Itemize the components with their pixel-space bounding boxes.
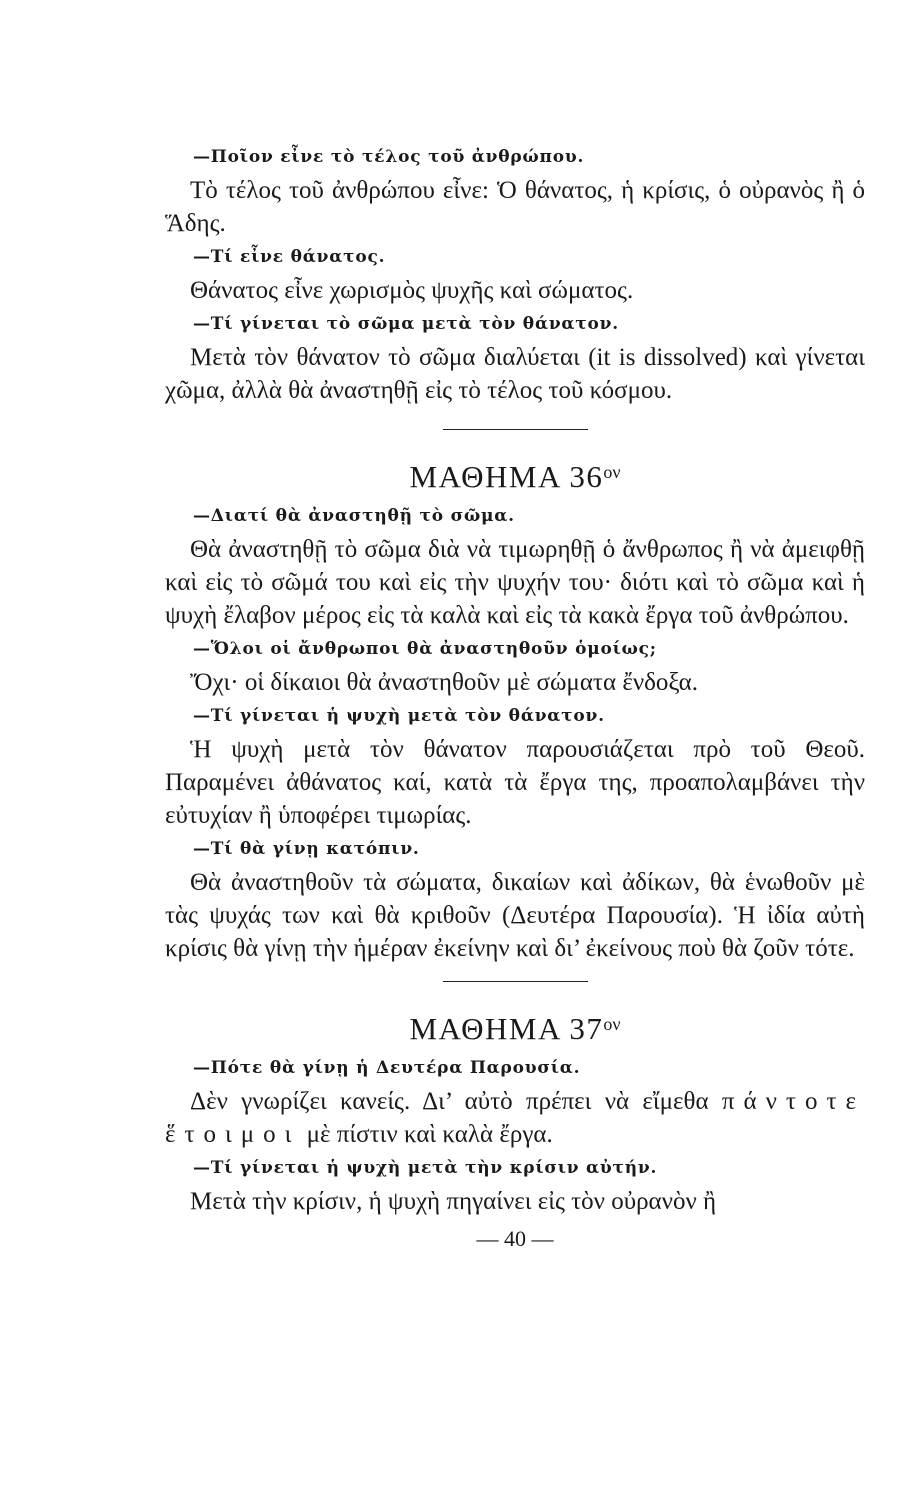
lesson-36-suffix: ον: [603, 462, 621, 482]
question-when-second-coming: —Πότε θὰ γίνῃ ἡ Δευτέρα Παρουσία.: [193, 1058, 581, 1078]
question-why-resurrect: —Διατί θὰ ἀναστηθῇ τὸ σῶμα.: [193, 506, 515, 526]
lesson-37-suffix: ον: [603, 1014, 621, 1034]
answer-what-then: Θὰ ἀναστηθοῦν τὰ σώματα, δικαίων καὶ ἀδίκων, θὰ ἑνωθοῦν μὲ τὰς ψυχάς των καὶ θὰ κριθοῦν (Δευτέρα Παρουσία). Ἡ ἰδία αὐτὴ κρίσις θὰ γίνῃ τὴν ἡμέραν ἐκείνην καὶ δι’ ἐκείνους ποὺ θὰ ζοῦν τότε.: [165, 869, 865, 962]
section-divider: [443, 981, 588, 982]
answer-why-resurrect: Θὰ ἀναστηθῇ τὸ σῶμα διὰ νὰ τιμωρηθῇ ὁ ἄνθρωπος ἢ νὰ ἀμειφθῇ καὶ εἰς τὸ σῶμά του καὶ εἰς τὴν ψυχήν του· διότι καὶ τὸ σῶμα καὶ ἡ ψυχὴ ἔλαβον μέρος εἰς τὰ καλὰ καὶ εἰς τὰ κακὰ ἔργα τοῦ ἀνθρώπου.: [165, 536, 865, 629]
answer-all-resurrect: Ὄχι· οἱ δίκαιοι θὰ ἀναστηθοῦν μὲ σώματα ἔνδοξα.: [190, 669, 698, 696]
page-number: — 40 —: [476, 1226, 554, 1251]
section-divider: [443, 429, 588, 430]
answer-text-part-2: μὲ πίστιν καὶ καλὰ ἔργα.: [306, 1121, 553, 1148]
answer-soul-after-judgment: Μετὰ τὴν κρίσιν, ἡ ψυχὴ πηγαίνει εἰς τὸν οὐρανὸν ἢ: [190, 1188, 717, 1215]
lesson-37-title: ΜΑΘΗΜΑ 37: [409, 1011, 604, 1046]
question-all-resurrect: —Ὅλοι οἱ ἄνθρωποι θὰ ἀναστηθοῦν ὁμοίως;: [193, 639, 657, 659]
answer-text-part-1: Δὲν γνωρίζει κανείς. Δι’ αὐτὸ πρέπει νὰ εἴμεθα: [190, 1088, 709, 1115]
question-what-is-death: —Τί εἶνε θάνατος.: [193, 247, 386, 267]
answer-soul-after-death: Ἡ ψυχὴ μετὰ τὸν θάνατον παρουσιάζεται πρὸ τοῦ Θεοῦ. Παραμένει ἀθάνατος καί, κατὰ τὰ ἔργα της, προαπολαμβάνει τὴν εὐτυχίαν ἢ ὑποφέρει τιμωρίας.: [165, 736, 865, 829]
lesson-36-heading: [165, 452, 865, 497]
book-page: [165, 140, 865, 1252]
question-what-then: —Τί θὰ γίνῃ κατόπιν.: [193, 839, 420, 859]
answer-when-second-coming: [165, 1085, 865, 1151]
lesson-36-title: ΜΑΘΗΜΑ 36: [409, 459, 604, 494]
question-end-of-man: —Ποῖον εἶνε τὸ τέλος τοῦ ἀνθρώπου.: [193, 147, 585, 167]
answer-what-is-death: Θάνατος εἶνε χωρισμὸς ψυχῆς καὶ σώματος.: [190, 277, 634, 304]
question-body-after-death: —Τί γίνεται τὸ σῶμα μετὰ τὸν θάνατον.: [193, 314, 619, 334]
question-soul-after-judgment: —Τί γίνεται ἡ ψυχὴ μετὰ τὴν κρίσιν αὐτήν.: [193, 1158, 658, 1178]
answer-end-of-man: Τὸ τέλος τοῦ ἀνθρώπου εἶνε: Ὁ θάνατος, ἡ κρίσις, ὁ οὐρανὸς ἢ ὁ Ἅδης.: [165, 177, 865, 237]
lesson-37-heading: [165, 1004, 865, 1049]
question-soul-after-death: —Τί γίνεται ἡ ψυχὴ μετὰ τὸν θάνατον.: [193, 706, 605, 726]
answer-body-after-death: Μετὰ τὸν θάνατον τὸ σῶμα διαλύεται (it is dissolved) καὶ γίνεται χῶμα, ἀλλὰ θὰ ἀναστηθῇ εἰς τὸ τέλος τοῦ κόσμου.: [165, 344, 865, 404]
answer-spaced-emphasis: πάντοτε ἕτοιμοι: [165, 1088, 866, 1148]
